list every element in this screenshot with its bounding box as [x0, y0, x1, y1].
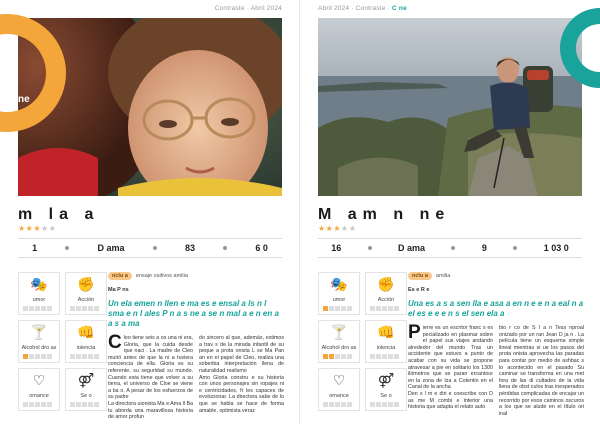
- content-level-meter: [70, 402, 99, 407]
- drama-masks-icon: 🎭: [30, 276, 48, 292]
- content-cell-action: [65, 272, 107, 315]
- meta-age: 1: [32, 243, 38, 253]
- content-cell-label: Se o: [380, 393, 392, 399]
- content-cell-sex: [65, 368, 107, 411]
- content-cell-label: Alcohol dro as: [321, 345, 357, 351]
- content-cell-label: Alcohol dro as: [21, 345, 57, 351]
- meta-age: 16: [331, 243, 342, 253]
- star-icon: ★: [333, 224, 342, 233]
- content-cell-label: omance: [329, 393, 349, 399]
- star-rating: [318, 224, 356, 233]
- romance-hearts-icon: ♡: [332, 372, 346, 388]
- body-paragraph: leo tiene seis a os una ni era, Gloria, que la cuida desde que naci . La madre de Cleo murió antes de que la ni a tuviera conciencia de ella. Gloria es su referente, su seguridad su mundo. Cuando esta tiene que volver a su tierra, el universo de Cloe se viene a ba o. A pesar de los esfuerzos de su padre: [108, 335, 193, 401]
- content-level-meter: [323, 402, 352, 407]
- star-icon: ★: [33, 224, 42, 233]
- content-cell-romance: [18, 368, 60, 411]
- meta-genre: D ama: [97, 243, 125, 253]
- dropcap: P: [408, 322, 421, 343]
- content-level-meter: [370, 306, 399, 311]
- film-title: M am n ne: [318, 206, 451, 223]
- romance-hearts-icon: ♡: [32, 372, 46, 388]
- content-icon-grid: [18, 272, 108, 411]
- content-cell-humor: [18, 272, 60, 315]
- separator-dot-icon: [153, 246, 157, 250]
- lead-paragraph: Una es a s a sen lla e asa a en n e e n a eal n a el es e e e n s el sen ela a: [408, 299, 584, 318]
- sex-symbols-icon: ⚤: [377, 372, 395, 388]
- credits-line: Ma P ns: [108, 287, 129, 293]
- review-text-column: [408, 272, 584, 417]
- content-level-meter: [323, 354, 352, 359]
- review-body: [408, 322, 584, 417]
- content-cell-label: Acción: [377, 297, 395, 303]
- content-level-meter: [23, 306, 52, 311]
- tag-chip: nclu a: [408, 272, 432, 280]
- content-cell-alcohol: [318, 320, 360, 363]
- tag-list: ensaje ositivos amilia: [135, 273, 188, 279]
- separator-dot-icon: [65, 246, 69, 250]
- film-title: m la a: [18, 206, 100, 223]
- content-level-meter: [70, 354, 99, 359]
- star-rating: [18, 224, 56, 233]
- running-head: Abril 2024 · Contraste · C ne: [318, 5, 407, 12]
- content-cell-label: umor: [32, 297, 46, 303]
- content-cell-violence: [365, 320, 407, 363]
- review-text-column: [108, 272, 284, 421]
- content-icon-grid: [318, 272, 408, 411]
- content-level-meter: [23, 402, 52, 407]
- content-cell-label: Acción: [77, 297, 95, 303]
- body-paragraph: ierre es un escritor franc s es pecializado en plasmar sobre el papel sus viajes andando alrededor del mundo Tras un accidente que estuvo a punto de acabar con su vida se propone atravesar a pie en solitario los 1300 ilómetros que se paran ercantour en la zona de Iza a Cotentin en el Canal de la ancha: [408, 325, 493, 391]
- content-cell-label: Se o: [80, 393, 92, 399]
- star-icon: ★: [48, 224, 57, 233]
- tag-row: [408, 272, 584, 280]
- content-level-meter: [323, 306, 352, 311]
- content-cell-humor: [318, 272, 360, 315]
- lead-paragraph: Un ela emen n llen e ma es e ensal a ls n l sma e n l ales P n a s ne a se n mal a e n en a a s a ma: [108, 299, 279, 328]
- section-tab-label: C ne: [8, 94, 30, 105]
- film-meta-bar: [18, 238, 282, 258]
- meta-rating: 6 0: [255, 243, 268, 253]
- meta-genre: D ama: [398, 243, 426, 253]
- content-cell-sex: [365, 368, 407, 411]
- right-page: [300, 0, 600, 424]
- content-level-meter: [23, 354, 52, 359]
- star-icon: ★: [348, 224, 357, 233]
- content-cell-label: iolencia: [76, 345, 96, 351]
- content-cell-romance: [318, 368, 360, 411]
- review-body: [108, 332, 284, 421]
- body-paragraph: do sincero al que, además, estimos a trav s de la mirada infantil de su peque a prota onista L se Ma Pan an en el papel de Cleo, realiza una soberbia interpretación llena de naturalidad realismo: [199, 335, 284, 374]
- body-paragraph: La directora uionista Ma e Ama ll Ba tu aborda una maravillosa historia de amor profun: [108, 400, 193, 421]
- star-icon: ★: [341, 224, 349, 233]
- drama-masks-icon: 🎭: [330, 276, 348, 292]
- star-icon: ★: [18, 224, 26, 233]
- separator-dot-icon: [451, 246, 455, 250]
- content-cell-label: umor: [332, 297, 346, 303]
- dropcap: C: [108, 332, 122, 353]
- film-meta-bar: [318, 238, 582, 258]
- star-icon: ★: [318, 224, 326, 233]
- alcohol-icon: 🍸: [30, 324, 48, 340]
- meta-duration: 83: [184, 243, 195, 253]
- meta-rating: 1 03 0: [543, 243, 569, 253]
- content-cell-label: omance: [29, 393, 49, 399]
- content-cell-alcohol: [18, 320, 60, 363]
- content-level-meter: [70, 306, 99, 311]
- tag-list: amilia: [435, 273, 451, 279]
- content-level-meter: [370, 402, 399, 407]
- star-icon: ★: [25, 224, 34, 233]
- sex-symbols-icon: ⚤: [77, 372, 95, 388]
- content-cell-action: [365, 272, 407, 315]
- tag-row: [108, 272, 284, 280]
- action-fist-icon: ✊: [377, 276, 395, 292]
- alcohol-icon: 🍸: [330, 324, 348, 340]
- tag-chip: nclu a: [108, 272, 132, 280]
- running-head-brand: C ne: [392, 5, 407, 12]
- film-still-hiker-coast: [318, 18, 582, 196]
- running-head: Contraste · Abril 2024: [214, 5, 282, 12]
- content-level-meter: [370, 354, 399, 359]
- film-still-photo: [318, 18, 582, 196]
- body-paragraph: Amo Gloria constru e su historia con unos personajes sin ropajes ni e centricidades, fr les capaces de evolucionar. La directora sabe de lo que se habla se hace de forma amable, optimista veraz: [199, 374, 284, 414]
- credits-line: Es e R e: [408, 287, 430, 293]
- separator-dot-icon: [368, 246, 372, 250]
- meta-duration: 9: [481, 243, 487, 253]
- content-cell-label: iolencia: [376, 345, 396, 351]
- separator-dot-icon: [513, 246, 517, 250]
- separator-dot-icon: [223, 246, 227, 250]
- star-icon: ★: [325, 224, 334, 233]
- violence-icon: 👊: [77, 324, 95, 340]
- body-paragraph: bio r co de S l a n Tess nproal onizado por un ran Jean D ja n . La película tiene un esquema simple lineal mientras si ue los pasos del prota onista aprovecha las paradas para contar por medio de ashbac s lo acontecido en el pasado Su caminar se transforma en una met fora de las di cultades de la vida llena de obst culos tras inesperados pérdidas complicadas de encajar un recorrido por esos caminos oscuros a los que se alude en el título ori inal: [499, 325, 584, 417]
- content-cell-violence: [65, 320, 107, 363]
- violence-icon: 👊: [377, 324, 395, 340]
- action-fist-icon: ✊: [77, 276, 95, 292]
- body-paragraph: Den s l m e diri e coescribe con D as me M combi e interior una historia que adapta el relato auto: [408, 390, 493, 411]
- star-icon: ★: [41, 224, 49, 233]
